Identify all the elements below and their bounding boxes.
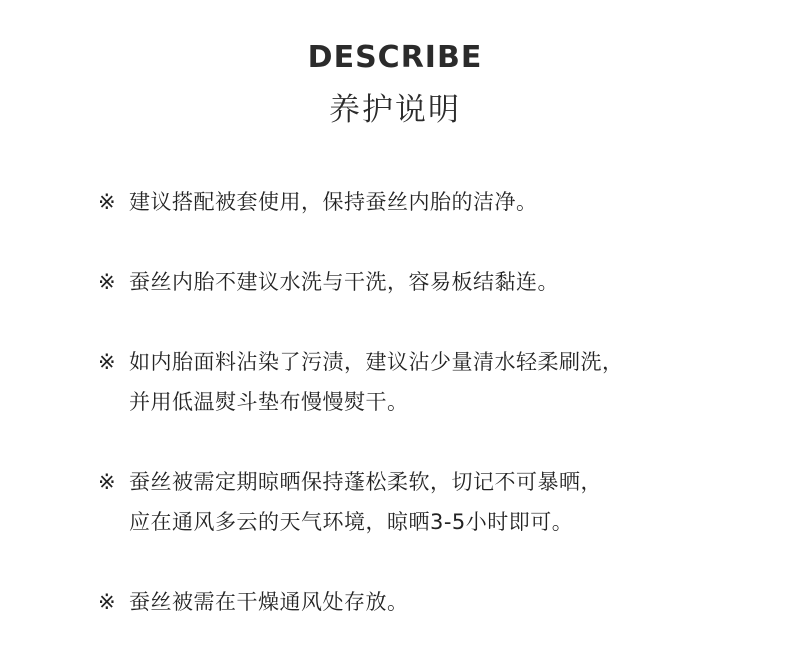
list-item xyxy=(98,462,758,542)
page-header xyxy=(0,38,790,130)
bullet-symbol-icon: ※ xyxy=(98,190,117,214)
bullet-symbol-icon: ※ xyxy=(98,470,117,494)
care-item-text: 蚕丝被需在干燥通风处存放。 xyxy=(129,590,409,614)
bullet-symbol-icon: ※ xyxy=(98,590,117,614)
bullet-symbol-icon: ※ xyxy=(98,350,117,374)
care-item-text: 应在通风多云的天气环境，晾晒3-5小时即可。 xyxy=(129,510,574,534)
care-item-text: 并用低温熨斗垫布慢慢熨干。 xyxy=(129,390,409,414)
care-item-text: 如内胎面料沾染了污渍，建议沾少量清水轻柔刷洗， xyxy=(129,350,624,374)
bullet-symbol-icon: ※ xyxy=(98,270,117,294)
care-item-text: 蚕丝内胎不建议水洗与干洗，容易板结黏连。 xyxy=(129,270,559,294)
list-item xyxy=(98,182,758,222)
brand-logo: DESCRIBE xyxy=(307,40,483,75)
list-item xyxy=(98,342,758,422)
page-title: 养护说明 xyxy=(329,92,461,128)
care-item-text: 蚕丝被需定期晾晒保持蓬松柔软，切记不可暴晒， xyxy=(129,470,602,494)
list-item xyxy=(98,582,758,622)
care-instructions-list xyxy=(98,182,758,622)
care-item-text: 建议搭配被套使用，保持蚕丝内胎的洁净。 xyxy=(129,190,538,214)
list-item xyxy=(98,262,758,302)
